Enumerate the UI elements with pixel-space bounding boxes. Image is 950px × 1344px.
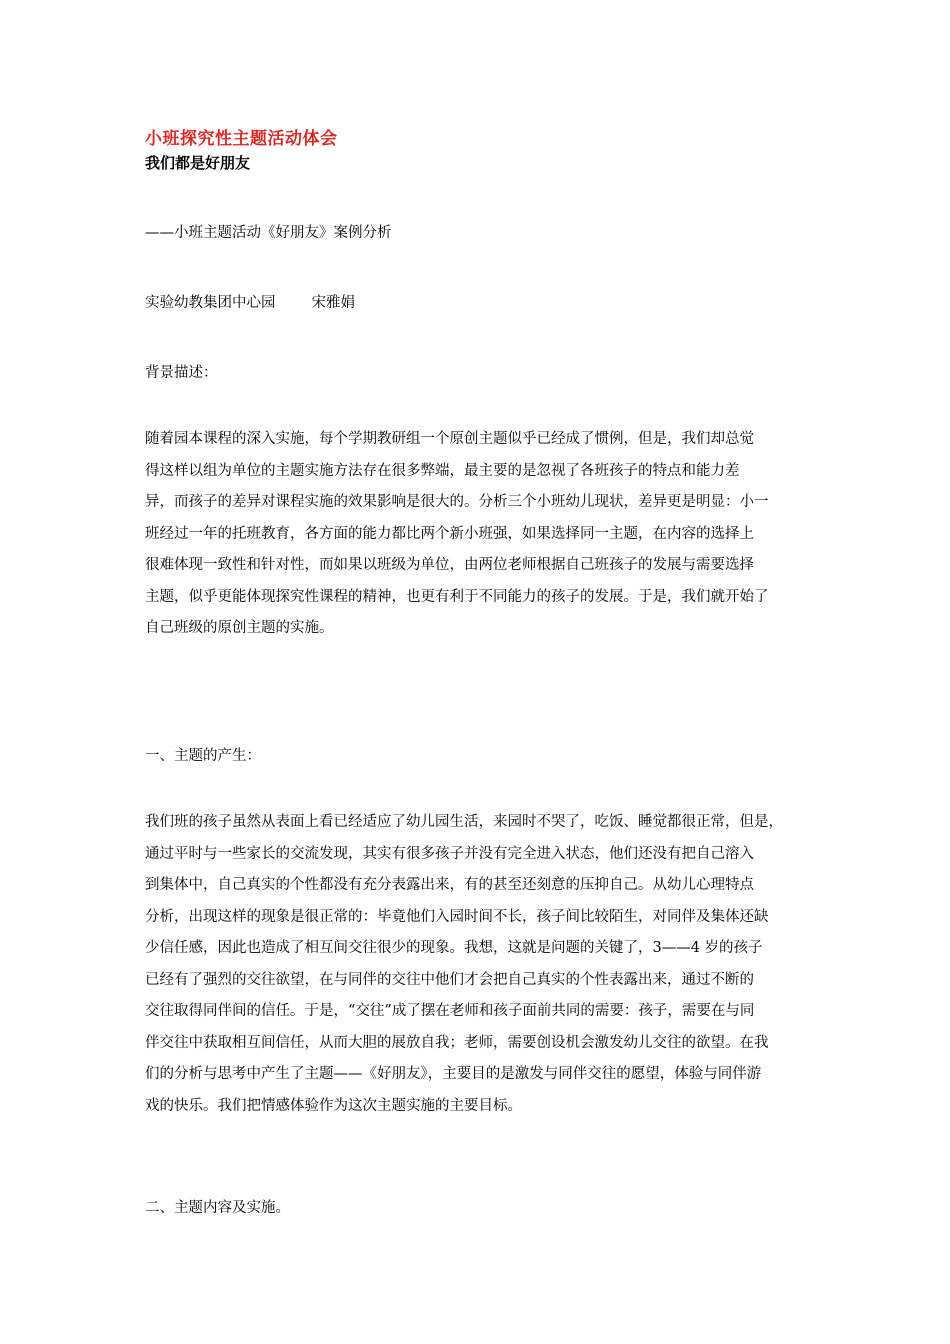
paragraph-line: 伴交往中获取相互间信任，从而大胆的展放自我；老师，需要创设机会激发幼儿交往的欲望。在我	[145, 1034, 769, 1051]
paragraph-line: 少信任感，因此也造成了相互间交往很少的现象。我想，这就是问题的关键了，3——4 岁的孩子	[145, 940, 763, 956]
paragraph-line: 通过平时与一些家长的交流发现，其实有很多孩子并没有完全进入状态，他们还没有把自己溶入	[145, 845, 754, 862]
paragraph-line: 班经过一年的托班教育，各方面的能力都比两个新小班强，如果选择同一主题，在内容的选择上	[145, 525, 754, 542]
paragraph-line: 异，而孩子的差异对课程实施的效果影响是很大的。分析三个小班幼儿现状，差异更是明显：小一	[145, 494, 769, 510]
author-line	[145, 291, 355, 312]
section-2-heading: 二、主题内容及实施。	[145, 1200, 290, 1216]
background-heading: 背景描述：	[145, 365, 218, 381]
paragraph-line: 们的分析与思考中产生了主题——《好朋友》，主要目的是激发与同伴交往的愿望，体验与同伴游	[145, 1066, 762, 1082]
case-analysis-line: ——小班主题活动《好朋友》案例分析	[145, 225, 392, 241]
paragraph-line: 分析，出现这样的现象是很正常的：毕竟他们入园时间不长，孩子间比较陌生，对同伴及集体还缺	[145, 908, 769, 925]
paragraph-line: 主题，似乎更能体现探究性课程的精神，也更有利于不同能力的孩子的发展。于是，我们就开始了	[145, 588, 769, 605]
paragraph-line: 我们班的孩子虽然从表面上看已经适应了幼儿园生活，来园时不哭了，吃饭、睡觉都很正常，但是，	[145, 814, 783, 830]
background-paragraph	[145, 424, 815, 645]
document-title: 小班探究性主题活动体会	[145, 129, 338, 149]
author-name: 宋雅娟	[311, 295, 355, 311]
paragraph-line: 很难体现一致性和针对性，而如果以班级为单位，由两位老师根据自己班孩子的发展与需要选择	[145, 557, 754, 573]
paragraph-line: 得这样以组为单位的主题实施方法存在很多弊端，最主要的是忽视了各班孩子的特点和能力差	[145, 462, 740, 479]
paragraph-line: 戏的快乐。我们把情感体验作为这次主题实施的主要目标。	[145, 1097, 522, 1114]
document-subtitle: 我们都是好朋友	[145, 154, 251, 172]
section-1-paragraph	[145, 807, 815, 1122]
section-1-heading: 一、主题的产生：	[145, 748, 261, 764]
paragraph-line: 自己班级的原创主题的实施。	[145, 620, 334, 636]
author-organization: 实验幼教集团中心园	[145, 295, 276, 311]
paragraph-line: 交往取得同伴间的信任。于是，“交往”成了摆在老师和孩子面前共同的需要：孩子，需要在与同	[145, 1003, 755, 1019]
paragraph-line: 已经有了强烈的交往欲望，在与同伴的交往中他们才会把自己真实的个性表露出来，通过不断的	[145, 971, 754, 988]
paragraph-line: 随着园本课程的深入实施，每个学期教研组一个原创主题似乎已经成了惯例，但是，我们却总觉	[145, 431, 754, 447]
paragraph-line: 到集体中，自己真实的个性都没有充分表露出来，有的甚至还刻意的压抑自己。从幼儿心理特点	[145, 877, 754, 893]
